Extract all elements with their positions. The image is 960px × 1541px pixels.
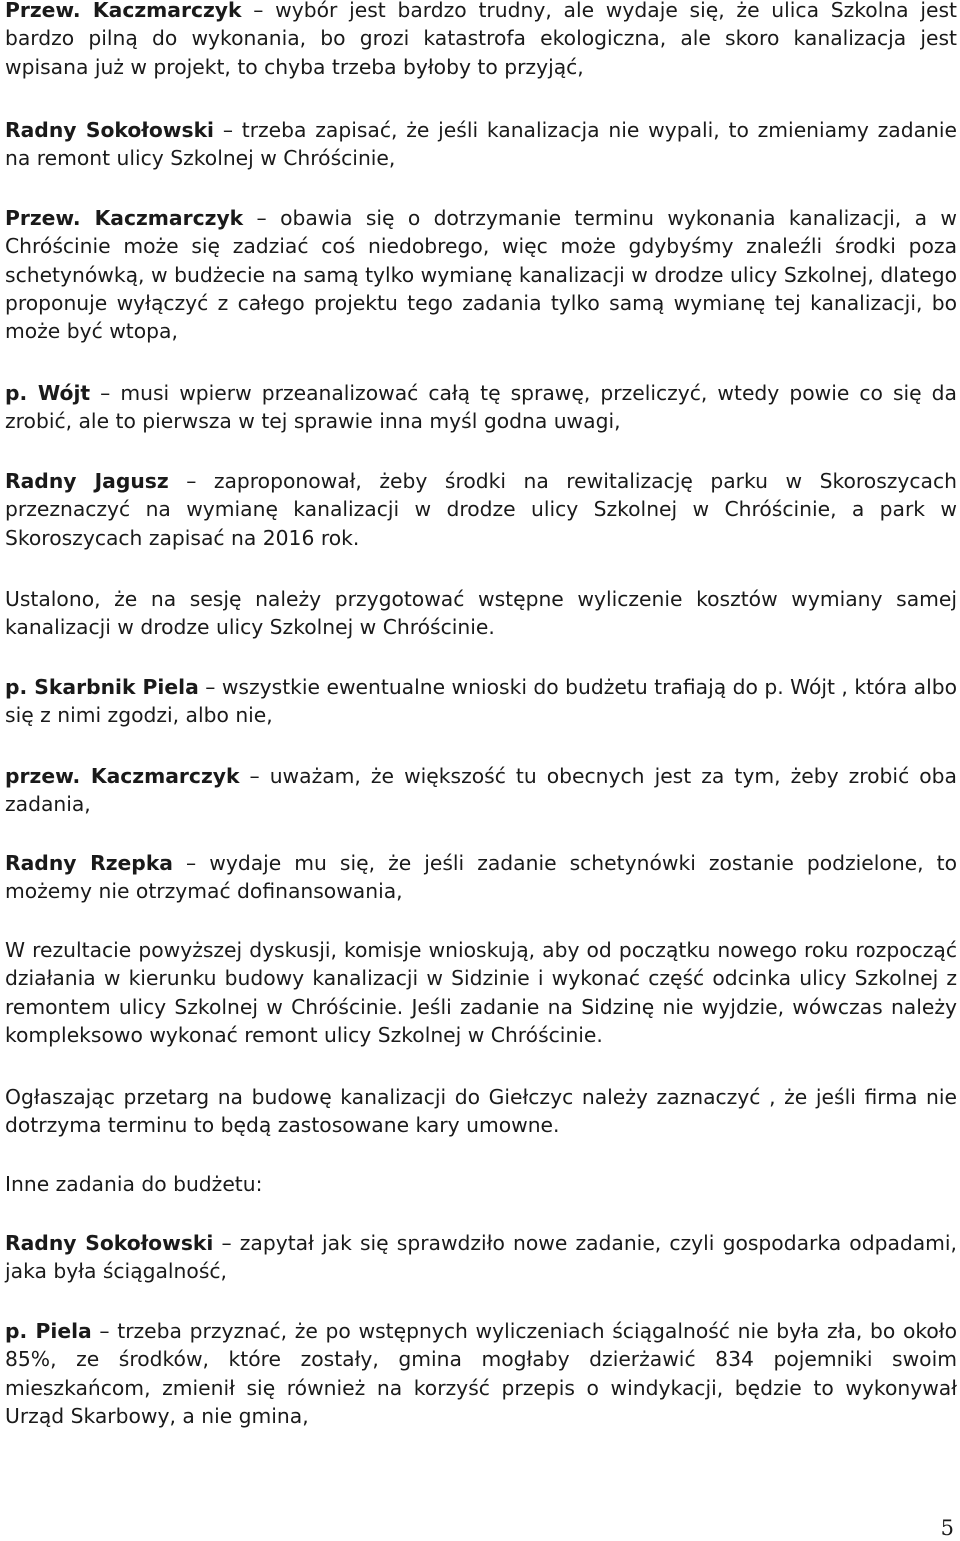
paragraph bbox=[5, 673, 957, 730]
paragraph bbox=[5, 1317, 957, 1430]
paragraph-text: musi wpierw przeanalizować całą tę sprawę, przeliczyć, wtedy powie co się da zrobić, ale to pierwsza w tej sprawie inna myśl godna uwagi, bbox=[5, 381, 957, 434]
paragraph bbox=[5, 936, 957, 1049]
paragraph bbox=[5, 116, 957, 173]
speaker-name: przew. Kaczmarczyk bbox=[5, 764, 240, 788]
page-number: 5 bbox=[940, 1516, 954, 1540]
speaker-name: Przew. Kaczmarczyk bbox=[5, 206, 244, 230]
dash: – bbox=[253, 0, 264, 22]
dash: – bbox=[100, 381, 111, 405]
paragraph-text: zapytał jak się sprawdziło nowe zadanie, czyli gospodarka odpadami, jaka była ściągalność, bbox=[5, 1231, 958, 1284]
paragraph bbox=[5, 585, 957, 642]
paragraph-text: wybór jest bardzo trudny, ale wydaje się, że ulica Szkolna jest bardzo pilną do wykonania, bo grozi katastrofa ekologiczna, ale skoro kanalizacja jest wpisana już w projekt, to chyba trzeba byłoby to przyjąć, bbox=[5, 0, 957, 79]
paragraph bbox=[5, 467, 957, 552]
paragraph-text: Ustalono, że na sesję należy przygotować wstępne wyliczenie kosztów wymiany samej kanalizacji w drodze ulicy Szkolnej w Chróścinie. bbox=[5, 587, 957, 640]
dash: – bbox=[186, 851, 197, 875]
paragraph bbox=[5, 204, 957, 345]
speaker-name: p. Wójt bbox=[5, 381, 91, 405]
paragraph-text: W rezultacie powyższej dyskusji, komisje wnioskują, aby od początku nowego roku rozpocząć działania w kierunku budowy kanalizacji w Sidzinie i wykonać część odcinka ulicy Szkolnej z remontem ulicy Szkolnej w Chróścinie. Jeśli zadanie na Sidzinę nie wyjdzie, wówczas należy kompleksowo wykonać remont ulicy Szkolnej w Chróścinie. bbox=[5, 938, 957, 1047]
speaker-name: Radny Rzepka bbox=[5, 851, 173, 875]
paragraph bbox=[5, 379, 957, 436]
paragraph bbox=[5, 1229, 957, 1286]
paragraph-text: trzeba przyznać, że po wstępnych wyliczeniach ściągalność nie była zła, bo około 85%, ze środków, które zostały, gmina mogłaby dzierżawić 834 pojemniki swoim mieszkańcom, zmienił się również na korzyść przepis o windykacji, będzie to wykonywał Urząd Skarbowy, a nie gmina, bbox=[5, 1319, 957, 1428]
paragraph bbox=[5, 762, 957, 819]
paragraph bbox=[5, 1170, 957, 1198]
dash: – bbox=[221, 1231, 232, 1255]
dash: – bbox=[249, 764, 260, 788]
paragraph bbox=[5, 849, 957, 906]
dash: – bbox=[99, 1319, 110, 1343]
speaker-name: Radny Sokołowski bbox=[5, 1231, 214, 1255]
paragraph-text: Ogłaszając przetarg na budowę kanalizacji do Giełczyc należy zaznaczyć , że jeśli firma nie dotrzyma terminu to będą zastosowane kary umowne. bbox=[5, 1085, 957, 1138]
speaker-name: Przew. Kaczmarczyk bbox=[5, 0, 242, 22]
dash: – bbox=[186, 469, 197, 493]
dash: – bbox=[222, 118, 233, 142]
speaker-name: p. Skarbnik Piela bbox=[5, 675, 199, 699]
dash: – bbox=[205, 675, 216, 699]
paragraph-text: Inne zadania do budżetu: bbox=[5, 1172, 263, 1196]
paragraph bbox=[5, 1083, 957, 1140]
paragraph-text: trzeba zapisać, że jeśli kanalizacja nie wypali, to zmieniamy zadanie na remont ulicy Szkolnej w Chróścinie, bbox=[5, 118, 957, 171]
dash: – bbox=[256, 206, 267, 230]
paragraph-text: zaproponował, żeby środki na rewitalizację parku w Skoroszycach przeznaczyć na wymianę kanalizacji w drodze ulicy Szkolnej w Chróścinie, a park w Skoroszycach zapisać na 2016 rok. bbox=[5, 469, 957, 550]
paragraph-text: wszystkie ewentualne wnioski do budżetu trafiają do p. Wójt , która albo się z nimi zgodzi, albo nie, bbox=[5, 675, 958, 728]
paragraph-text: uważam, że większość tu obecnych jest za tym, żeby zrobić oba zadania, bbox=[5, 764, 957, 817]
speaker-name: Radny Sokołowski bbox=[5, 118, 215, 142]
paragraph-text: obawia się o dotrzymanie terminu wykonania kanalizacji, a w Chróścinie może się zadziać coś niedobrego, więc może gdybyśmy znaleźli środki poza schetynówką, w budżecie na samą tylko wymianę kanalizacji w drodze ulicy Szkolnej, dlatego proponuje wyłączyć z całego projektu tego zadania tylko samą wymianę tej kanalizacji, bo może być wtopa, bbox=[5, 206, 958, 344]
speaker-name: p. Piela bbox=[5, 1319, 92, 1343]
speaker-name: Radny Jagusz bbox=[5, 469, 169, 493]
paragraph-text: wydaje mu się, że jeśli zadanie schetynówki zostanie podzielone, to możemy nie otrzymać dofinansowania, bbox=[5, 851, 957, 904]
paragraph bbox=[5, 0, 957, 81]
